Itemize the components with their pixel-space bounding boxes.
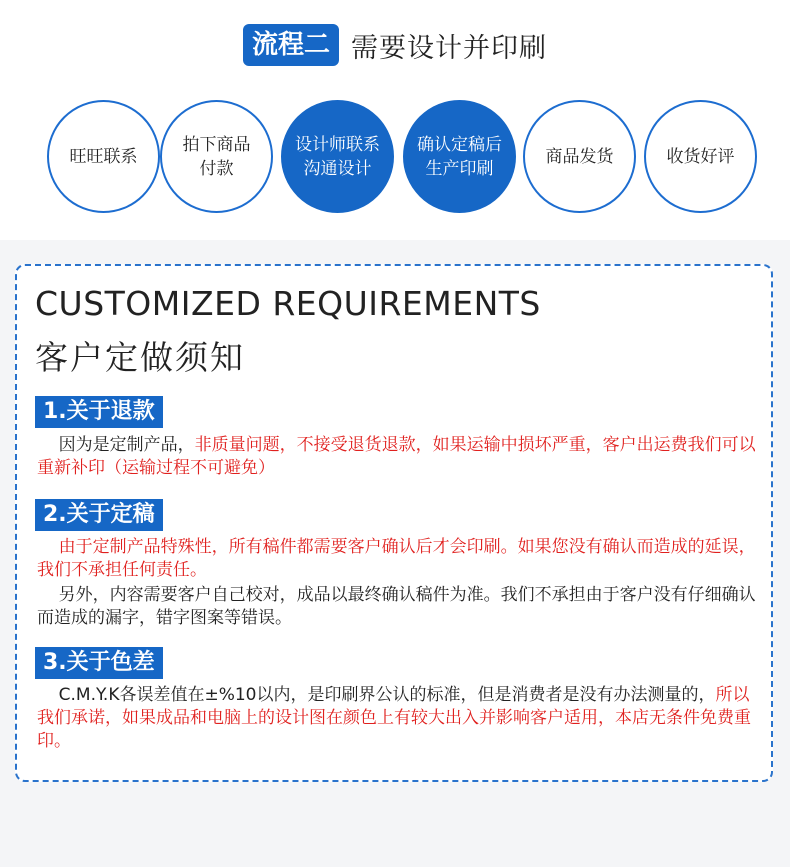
title-chinese: 客户定做须知 — [35, 338, 245, 377]
step-confirm-print — [403, 100, 516, 213]
title-english: CUSTOMIZED REQUIREMENTS — [35, 284, 541, 323]
step-wangwang-contact — [47, 100, 160, 213]
section-color-label: 3.关于色差 — [35, 647, 163, 679]
step-label: 商品发货 — [545, 146, 614, 167]
flow-badge: 流程二 — [243, 24, 339, 66]
color-text-warning: 所以我们承诺，如果成品和电脑上的设计图在颜色上有较大出入并影响客户适用，本店无条件免费重印。 — [37, 685, 751, 751]
final-draft-text-warning: 由于定制产品特殊性，所有稿件都需要客户确认后才会印刷。如果您没有确认而造成的延误，我们不承担任何责任。 — [37, 537, 756, 580]
process-header — [0, 0, 790, 240]
refund-text-normal: 因为是定制产品， — [58, 435, 195, 455]
step-label: 付款 — [199, 158, 234, 179]
step-label: 旺旺联系 — [69, 146, 138, 167]
step-shipping — [523, 100, 636, 213]
step-designer-contact — [281, 100, 394, 213]
refund-text-warning: 非质量问题，不接受退货退款，如果运输中损坏严重，客户出运费我们可以重新补印（运输过程不可避免） — [37, 435, 756, 478]
section-final-draft-label: 2.关于定稿 — [35, 499, 163, 531]
step-label: 沟通设计 — [303, 158, 372, 179]
step-label: 拍下商品 — [182, 134, 251, 155]
final-draft-text-normal: 另外，内容需要客户自己校对，成品以最终确认稿件为准。我们不承担由于客户没有仔细确认而造成的漏字，错字图案等错误。 — [37, 585, 756, 628]
color-text-normal: C.M.Y.K各误差值在±%10以内，是印刷界公认的标准，但是消费者是没有办法测量的， — [58, 685, 716, 705]
step-label: 收货好评 — [666, 146, 735, 167]
flow-title: 需要设计并印刷 — [351, 32, 547, 64]
section-refund-label: 1.关于退款 — [35, 396, 163, 428]
section-refund-text — [37, 434, 759, 480]
step-label: 生产印刷 — [425, 158, 494, 179]
step-label: 设计师联系 — [295, 134, 380, 155]
section-color-text — [37, 684, 759, 753]
flow-heading — [0, 24, 790, 64]
step-review — [644, 100, 757, 213]
notice-box — [15, 264, 773, 782]
step-label: 确认定稿后 — [417, 134, 502, 155]
step-order-pay — [160, 100, 273, 213]
section-final-draft-note — [37, 584, 759, 630]
section-final-draft-warning — [37, 536, 759, 582]
